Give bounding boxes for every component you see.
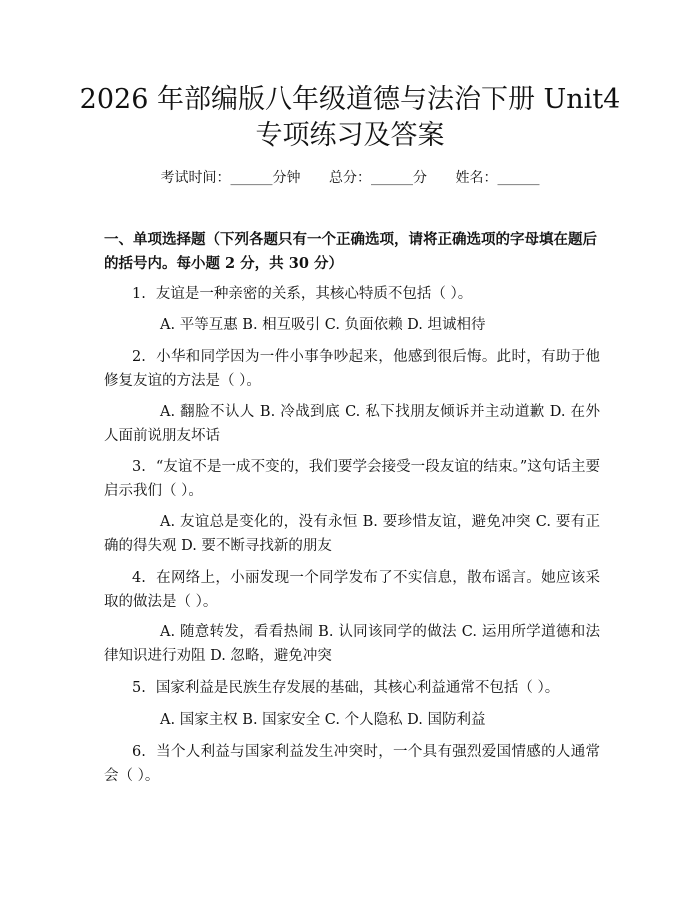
question-options: A. 随意转发，看看热闹 B. 认同该同学的做法 C. 运用所学道德和法律知识进行劝阻 D. 忽略，避免冲突 <box>104 624 600 664</box>
question-number: 4. <box>132 570 146 586</box>
question-text: 小华和同学因为一件小事争吵起来，他感到很后悔。此时，有助于他修复友谊的方法是（ ）。 <box>104 349 600 389</box>
exam-info-row <box>0 168 700 188</box>
question-number: 5. <box>132 680 146 696</box>
question-stem <box>104 345 600 393</box>
question-stem <box>104 282 600 306</box>
question-number: 2. <box>132 349 146 365</box>
question-text: 国家利益是民族生存发展的基础，其核心利益通常不包括（ ）。 <box>155 680 560 696</box>
exam-time-field: 考试时间：______分钟 <box>160 170 301 186</box>
question-number: 1. <box>132 286 146 302</box>
question-number: 3. <box>132 459 146 475</box>
question-text: 友谊是一种亲密的关系，其核心特质不包括（ ）。 <box>155 286 473 302</box>
document-title-line1: 2026 年部编版八年级道德与法治下册 Unit4 <box>79 84 621 115</box>
question-text: 在网络上，小丽发现一个同学发布了不实信息，散布谣言。她应该采取的做法是（ ）。 <box>104 570 600 610</box>
question-options: A. 平等互惠 B. 相互吸引 C. 负面依赖 D. 坦诚相待 <box>160 317 486 333</box>
question-stem <box>104 740 600 788</box>
question-stem <box>104 566 600 614</box>
document-title-line2: 专项练习及答案 <box>255 120 445 151</box>
exam-name-field: 姓名：______ <box>455 170 540 186</box>
question-stem <box>104 455 600 503</box>
question-text: 当个人利益与国家利益发生冲突时，一个具有强烈爱国情感的人通常会（ ）。 <box>104 744 600 784</box>
section-heading-single-choice: 一、单项选择题（下列各题只有一个正确选项，请将正确选项的字母填在题后的括号内。每小题 2 分，共 30 分） <box>104 231 597 272</box>
question-number: 6. <box>132 744 146 760</box>
exam-score-field: 总分：______分 <box>329 170 427 186</box>
question-options: A. 国家主权 B. 国家安全 C. 个人隐私 D. 国防利益 <box>160 712 486 728</box>
question-options: A. 友谊总是变化的，没有永恒 B. 要珍惜友谊，避免冲突 C. 要有正确的得失观 D. 要不断寻找新的朋友 <box>104 514 600 554</box>
question-options: A. 翻脸不认人 B. 冷战到底 C. 私下找朋友倾诉并主动道歉 D. 在外人面前说朋友坏话 <box>104 404 600 444</box>
question-text: “友谊不是一成不变的，我们要学会接受一段友谊的结束。”这句话主要启示我们（ ）。 <box>104 459 600 499</box>
question-stem <box>104 676 600 700</box>
